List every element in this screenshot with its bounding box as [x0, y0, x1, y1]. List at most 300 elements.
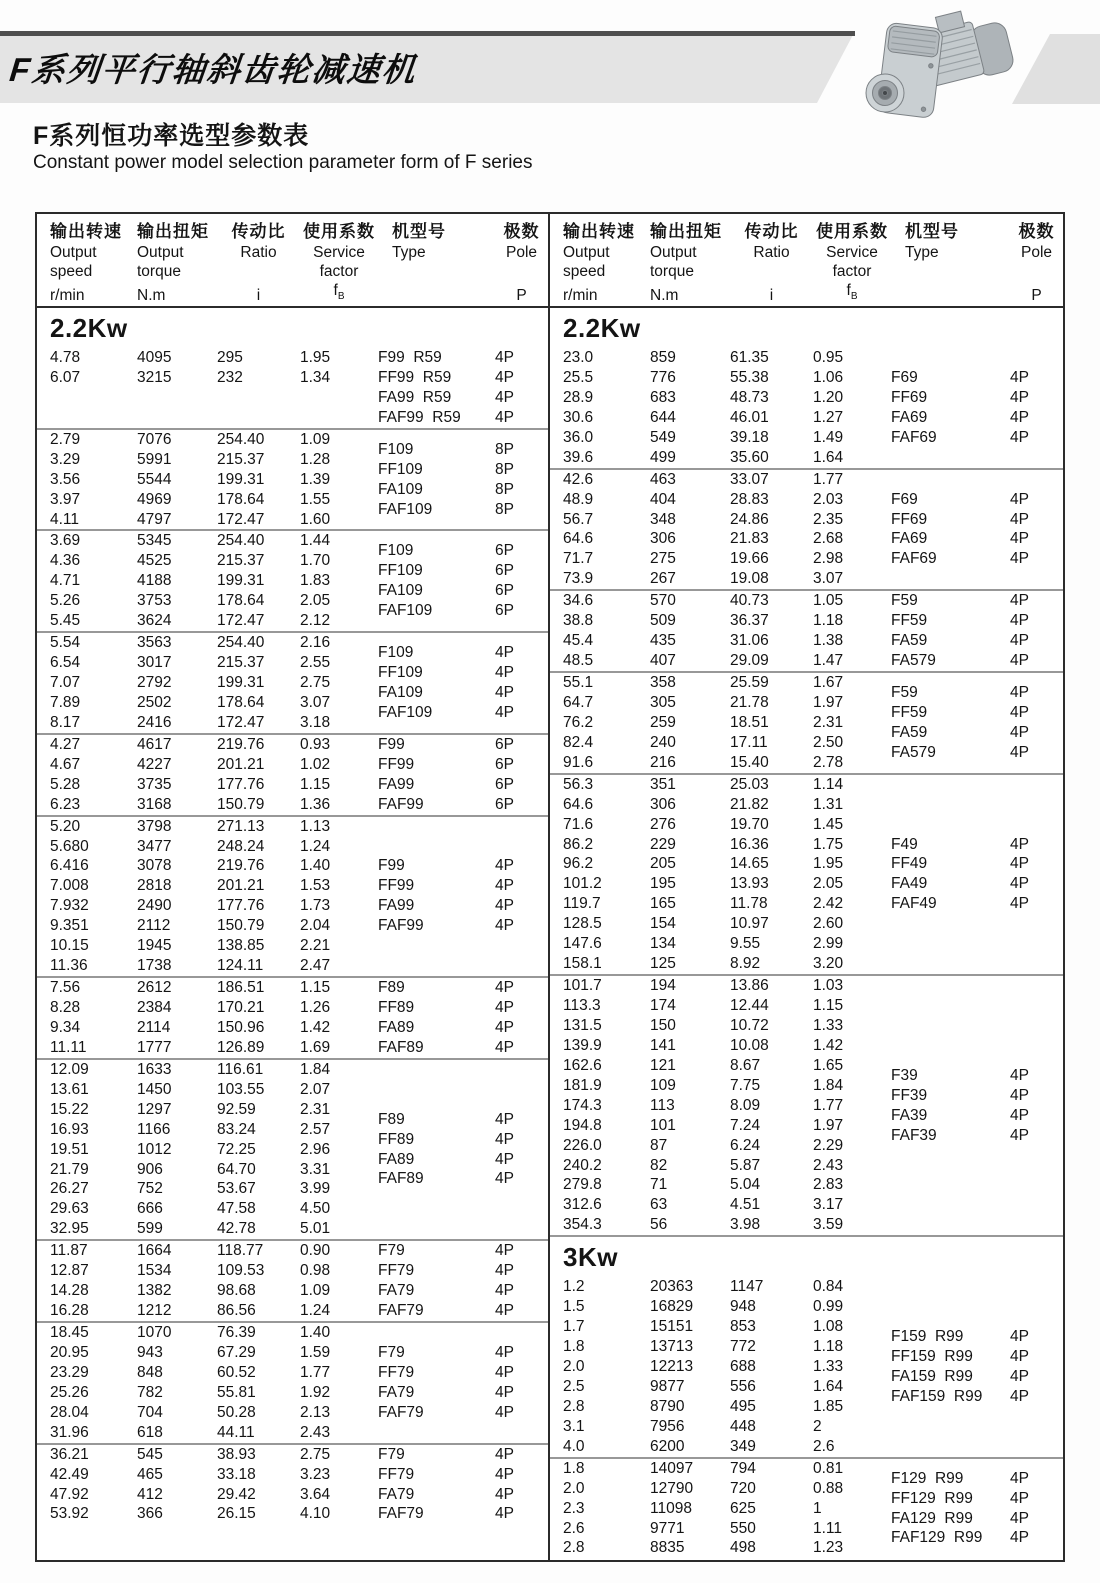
torque-cell: 205 — [650, 855, 676, 873]
ratio-cell: 17.11 — [730, 733, 768, 751]
torque-cell: 3735 — [137, 775, 172, 793]
factor-cell: 2.04 — [300, 917, 331, 935]
torque-cell: 3168 — [137, 795, 172, 813]
ratio-cell: 495 — [730, 1397, 756, 1415]
data-block — [37, 631, 548, 733]
factor-cell: 0.98 — [300, 1262, 331, 1280]
table-row — [50, 1445, 378, 1465]
column-header-unit — [730, 286, 813, 306]
column-header-en: Ratio — [753, 244, 790, 261]
speed-cell: 2.0 — [563, 1479, 585, 1497]
type-cell: FA99 R59 — [378, 388, 452, 406]
type-cell: FA69 — [891, 530, 928, 548]
type-cell: FAF159 R99 — [891, 1387, 983, 1405]
type-row — [378, 1383, 548, 1403]
speed-cell: 56.7 — [563, 510, 594, 528]
pole-cell: 4P — [1010, 683, 1029, 701]
speed-cell: 5.28 — [50, 775, 81, 793]
ratio-cell: 40.73 — [730, 592, 769, 610]
table-row — [563, 1519, 891, 1539]
speed-cell: 128.5 — [563, 915, 602, 933]
table-row — [50, 1018, 378, 1038]
factor-cell: 1.64 — [813, 1377, 844, 1395]
torque-cell: 3563 — [137, 634, 172, 652]
table-row — [50, 1281, 378, 1301]
torque-cell: 56 — [650, 1216, 668, 1234]
factor-cell: 2.98 — [813, 550, 844, 568]
unit-subscript: B — [337, 291, 345, 303]
column-header-en: Output — [650, 244, 697, 261]
torque-cell: 82 — [650, 1156, 668, 1174]
column-header-unit — [300, 281, 378, 307]
torque-cell: 87 — [650, 1136, 668, 1154]
type-row — [378, 1301, 548, 1321]
type-row — [378, 1403, 548, 1423]
table-row — [50, 876, 378, 896]
pole-cell: 4P — [495, 349, 514, 366]
ratio-cell: 8.92 — [730, 955, 761, 973]
type-cell: FF99 — [378, 755, 415, 773]
torque-cell: 906 — [137, 1160, 163, 1178]
type-cell: FA579 — [891, 743, 936, 761]
torque-cell: 2490 — [137, 897, 172, 915]
speed-cell: 5.45 — [50, 612, 81, 630]
factor-cell: 1.18 — [813, 1338, 844, 1356]
torque-cell: 113 — [650, 1096, 675, 1114]
ratio-cell: 19.70 — [730, 815, 769, 833]
factor-cell: 1.24 — [300, 837, 331, 855]
table-row — [563, 448, 891, 468]
table-row — [563, 651, 891, 671]
ratio-cell: 172.47 — [217, 510, 265, 528]
type-row — [891, 1528, 1063, 1548]
pole-cell: 4P — [1010, 592, 1029, 610]
factor-cell: 3.07 — [300, 693, 331, 711]
type-cell: FA89 — [378, 1150, 415, 1168]
table-row — [563, 1479, 891, 1499]
ratio-cell: 50.28 — [217, 1403, 256, 1421]
factor-cell: 1.69 — [300, 1038, 331, 1056]
numeric-columns — [37, 978, 378, 1058]
factor-cell: 3.20 — [813, 955, 844, 973]
type-cell: FA99 — [378, 775, 415, 793]
unit-text: r/min — [50, 287, 85, 304]
type-row — [378, 581, 548, 601]
type-row — [378, 1465, 548, 1485]
torque-cell: 8835 — [650, 1539, 685, 1557]
ratio-cell: 625 — [730, 1499, 756, 1517]
column-header-en: factor — [832, 263, 872, 280]
table-row — [563, 1096, 891, 1116]
factor-cell: 1.18 — [813, 612, 844, 630]
speed-cell: 12.09 — [50, 1060, 89, 1078]
speed-cell: 4.71 — [50, 572, 81, 590]
ratio-cell: 118.77 — [217, 1242, 264, 1260]
ratio-cell: 14.65 — [730, 855, 769, 873]
factor-cell: 1.31 — [813, 795, 844, 813]
factor-cell: 2.03 — [813, 490, 844, 508]
torque-cell: 465 — [137, 1465, 163, 1483]
torque-cell: 1070 — [137, 1324, 172, 1341]
torque-cell: 435 — [650, 632, 676, 650]
table-body — [37, 308, 548, 1560]
torque-cell: 366 — [137, 1505, 163, 1523]
ratio-cell: 3.98 — [730, 1216, 761, 1234]
type-row — [378, 1445, 548, 1465]
table-row — [563, 428, 891, 448]
factor-cell: 1.44 — [300, 532, 331, 550]
torque-cell: 509 — [650, 612, 676, 630]
factor-cell: 1.77 — [813, 470, 844, 488]
pole-cell: 4P — [1010, 388, 1029, 406]
table-row — [50, 1140, 378, 1160]
data-block — [550, 589, 1063, 671]
torque-cell: 16829 — [650, 1298, 694, 1316]
ratio-cell: 201.21 — [217, 755, 265, 773]
type-row — [891, 874, 1063, 894]
speed-cell: 39.6 — [563, 448, 594, 466]
column-header-unit — [137, 286, 217, 306]
ratio-cell: 10.72 — [730, 1016, 769, 1034]
speed-cell: 45.4 — [563, 632, 594, 650]
pole-cell: 4P — [1010, 1066, 1029, 1084]
type-row — [378, 1261, 548, 1281]
factor-cell: 1.42 — [813, 1036, 844, 1054]
speed-cell: 7.89 — [50, 693, 81, 711]
torque-cell: 20363 — [650, 1278, 694, 1296]
unit-text: i — [769, 287, 774, 304]
ratio-cell: 39.18 — [730, 428, 769, 446]
torque-cell: 4227 — [137, 755, 172, 773]
numeric-columns — [550, 775, 891, 974]
torque-cell: 7956 — [650, 1417, 685, 1435]
factor-cell: 1.59 — [300, 1343, 331, 1361]
ratio-cell: 33.18 — [217, 1465, 256, 1483]
column-header-ratio — [730, 221, 813, 306]
type-cell: FF89 — [378, 999, 415, 1016]
speed-cell: 86.2 — [563, 835, 594, 853]
column-header-en: Pole — [1020, 244, 1053, 261]
speed-cell: 4.78 — [50, 349, 81, 366]
ratio-cell: 116.61 — [217, 1060, 264, 1078]
table-row — [50, 1219, 378, 1239]
factor-cell: 2.68 — [813, 530, 844, 548]
type-cell: FF69 — [891, 388, 928, 406]
section-title-en: Constant power model selection parameter form of F series — [33, 152, 533, 173]
ratio-cell: 186.51 — [217, 979, 265, 997]
column-header-en: speed — [50, 263, 93, 280]
table-row — [563, 733, 891, 753]
numeric-columns — [37, 531, 378, 631]
type-row — [891, 835, 1063, 855]
torque-cell: 9877 — [650, 1377, 685, 1395]
type-row — [378, 388, 548, 408]
table-right-half — [550, 214, 1063, 1560]
ratio-cell: 178.64 — [217, 592, 265, 610]
ratio-cell: 55.38 — [730, 368, 769, 386]
type-columns — [378, 978, 548, 1058]
speed-cell: 101.7 — [563, 977, 602, 995]
pole-cell: 4P — [495, 408, 514, 426]
torque-cell: 2792 — [137, 674, 172, 691]
factor-cell: 1.20 — [813, 388, 844, 406]
type-columns — [891, 348, 1063, 468]
speed-cell: 7.56 — [50, 979, 81, 997]
pole-cell: 4P — [1010, 632, 1029, 650]
numeric-columns — [37, 1060, 378, 1239]
table-row — [563, 1357, 891, 1377]
pole-cell: 4P — [1010, 1509, 1029, 1527]
speed-cell: 71.6 — [563, 815, 594, 833]
table-row — [50, 795, 378, 815]
table-row — [563, 954, 891, 974]
torque-cell: 71 — [650, 1176, 668, 1194]
table-row — [563, 894, 891, 914]
column-header-en: speed — [563, 263, 606, 280]
speed-cell: 53.92 — [50, 1505, 89, 1523]
speed-cell: 162.6 — [563, 1056, 602, 1074]
factor-cell: 1.03 — [813, 977, 844, 995]
table-row — [563, 549, 891, 569]
power-heading: 2.2Kw — [563, 312, 641, 343]
factor-cell: 1 — [813, 1499, 822, 1517]
speed-cell: 8.17 — [50, 713, 81, 731]
type-cell: F99 R59 — [378, 349, 442, 366]
table-row — [50, 408, 378, 428]
factor-cell: 1.24 — [300, 1302, 331, 1320]
column-header-ratio — [217, 221, 300, 306]
pole-cell: 4P — [495, 1302, 514, 1320]
torque-cell: 1945 — [137, 937, 172, 955]
pole-cell: 4P — [495, 664, 514, 682]
speed-cell: 3.69 — [50, 532, 81, 550]
ratio-cell: 86.56 — [217, 1302, 256, 1320]
factor-cell: 2.47 — [300, 957, 331, 975]
speed-cell: 64.6 — [563, 795, 594, 813]
type-row — [378, 755, 548, 775]
speed-cell: 1.7 — [563, 1318, 585, 1336]
speed-cell: 6.416 — [50, 857, 89, 875]
torque-cell: 150 — [650, 1016, 676, 1034]
type-row — [891, 631, 1063, 651]
speed-cell: 4.27 — [50, 735, 81, 753]
table-row — [50, 1485, 378, 1505]
type-cell: FA109 — [378, 683, 423, 701]
type-cell: FAF89 — [378, 1170, 424, 1188]
pole-cell: 4P — [495, 1485, 514, 1503]
torque-cell: 4969 — [137, 490, 172, 508]
factor-cell: 2.55 — [300, 654, 331, 672]
numeric-columns — [37, 430, 378, 530]
factor-cell: 1.84 — [300, 1060, 331, 1078]
factor-cell: 1.64 — [813, 448, 844, 466]
torque-cell: 407 — [650, 652, 676, 670]
ratio-cell: 10.08 — [730, 1036, 769, 1054]
pole-cell: 4P — [1010, 510, 1029, 528]
factor-cell: 1.60 — [300, 510, 331, 528]
torque-cell: 12213 — [650, 1358, 694, 1375]
data-block — [550, 468, 1063, 590]
torque-cell: 63 — [650, 1196, 668, 1214]
numeric-columns — [37, 348, 378, 428]
column-header-cn: 传动比 — [231, 222, 286, 241]
factor-cell: 1.45 — [813, 815, 844, 833]
data-block — [37, 1058, 548, 1239]
ratio-cell: 31.06 — [730, 632, 769, 650]
table-row — [563, 1036, 891, 1056]
type-columns — [378, 430, 548, 530]
factor-cell: 1.13 — [300, 817, 331, 835]
ratio-cell: 29.09 — [730, 652, 769, 670]
torque-cell: 704 — [137, 1403, 163, 1421]
ratio-cell: 215.37 — [217, 450, 265, 468]
ratio-cell — [217, 408, 300, 428]
pole-cell: 4P — [1010, 723, 1029, 741]
pole-cell: 4P — [1010, 1086, 1029, 1104]
factor-cell: 0.99 — [813, 1298, 844, 1316]
speed-cell: 31.96 — [50, 1423, 89, 1441]
factor-cell: 2.35 — [813, 510, 844, 528]
factor-cell: 1.77 — [300, 1363, 331, 1381]
factor-cell: 1.33 — [813, 1358, 844, 1375]
speed-cell: 23.0 — [563, 349, 594, 366]
table-row — [563, 693, 891, 713]
speed-cell: 21.79 — [50, 1160, 89, 1178]
table-row — [50, 611, 378, 631]
type-row — [378, 1363, 548, 1383]
torque-cell: 4095 — [137, 349, 172, 366]
ratio-cell: 29.42 — [217, 1485, 256, 1503]
table-row — [50, 1423, 378, 1443]
data-block — [37, 1321, 548, 1443]
factor-cell: 0.81 — [813, 1459, 844, 1477]
factor-cell: 2.12 — [300, 612, 331, 630]
table-row — [50, 1080, 378, 1100]
type-row — [378, 703, 548, 723]
type-cell: FA79 — [378, 1485, 415, 1503]
type-columns — [891, 673, 1063, 773]
pole-cell: 4P — [1010, 1469, 1029, 1487]
speed-cell: 6.54 — [50, 654, 81, 672]
table-row — [50, 1179, 378, 1199]
pole-cell: 6P — [495, 735, 514, 753]
speed-cell: 13.61 — [50, 1080, 89, 1098]
type-row — [378, 683, 548, 703]
ratio-cell: 254.40 — [217, 430, 265, 448]
pole-cell: 4P — [495, 1403, 514, 1421]
type-cell: FA59 — [891, 723, 928, 741]
data-block — [550, 773, 1063, 974]
pole-cell: 4P — [495, 1110, 514, 1128]
speed-cell: 42.6 — [563, 470, 594, 488]
factor-cell: 5.01 — [300, 1220, 331, 1238]
torque-cell: 174 — [650, 997, 676, 1014]
pole-cell: 4P — [1010, 652, 1029, 670]
column-header-factor — [300, 221, 378, 306]
empty-filler — [37, 1524, 548, 1560]
factor-cell: 2.99 — [813, 935, 844, 953]
speed-cell: 7.008 — [50, 877, 89, 895]
type-cell: F99 — [378, 857, 405, 875]
pole-cell: 4P — [495, 897, 514, 915]
type-cell: F69 — [891, 368, 918, 386]
pole-cell: 4P — [495, 877, 514, 895]
type-row — [891, 1327, 1063, 1347]
type-row — [378, 1018, 548, 1038]
ratio-cell: 103.55 — [217, 1080, 265, 1098]
type-cell: F59 — [891, 592, 918, 610]
speed-cell: 18.45 — [50, 1324, 89, 1341]
ratio-cell: 7.75 — [730, 1076, 761, 1094]
ratio-cell: 10.97 — [730, 915, 769, 933]
factor-cell: 1.05 — [813, 592, 844, 610]
ratio-cell: 47.58 — [217, 1200, 256, 1218]
column-header-unit — [217, 286, 300, 306]
unit-text: r/min — [563, 287, 598, 304]
speed-cell: 101.2 — [563, 875, 602, 893]
ratio-cell: 853 — [730, 1318, 756, 1336]
ratio-cell: 44.11 — [217, 1423, 255, 1441]
numeric-columns — [37, 817, 378, 977]
torque-cell: 1212 — [137, 1302, 172, 1320]
pole-cell: 4P — [495, 1150, 514, 1168]
data-block — [37, 733, 548, 815]
factor-cell: 0.88 — [813, 1479, 844, 1497]
type-columns — [378, 1323, 548, 1443]
type-row — [378, 856, 548, 876]
type-row — [378, 876, 548, 896]
speed-cell: 47.92 — [50, 1485, 89, 1503]
ratio-cell: 124.11 — [217, 957, 264, 975]
table-header — [550, 214, 1063, 308]
ratio-cell: 4.51 — [730, 1196, 761, 1214]
column-header-pole — [495, 221, 548, 306]
ratio-cell: 38.93 — [217, 1445, 256, 1463]
type-cell: F109 — [378, 542, 414, 560]
factor-cell: 1.95 — [813, 855, 844, 873]
type-columns — [378, 633, 548, 733]
numeric-columns — [550, 348, 891, 468]
factor-cell: 2.13 — [300, 1403, 331, 1421]
type-cell: FF109 — [378, 460, 423, 478]
speed-cell: 91.6 — [563, 753, 594, 771]
speed-cell — [50, 408, 137, 428]
torque-cell: 412 — [137, 1485, 163, 1503]
factor-cell: 3.59 — [813, 1216, 844, 1234]
column-header-cn: 使用系数 — [816, 222, 888, 241]
speed-cell: 20.95 — [50, 1343, 89, 1361]
ratio-cell: 72.25 — [217, 1140, 256, 1158]
ratio-cell: 53.67 — [217, 1180, 256, 1198]
table-row — [563, 611, 891, 631]
factor-cell: 3.99 — [300, 1180, 331, 1198]
column-header-type — [891, 221, 1010, 306]
type-columns — [378, 348, 548, 428]
pole-cell: 4P — [1010, 368, 1029, 386]
table-row — [563, 976, 891, 996]
type-cell: F79 — [378, 1445, 405, 1463]
torque-cell: 358 — [650, 674, 676, 691]
table-row — [50, 1199, 378, 1219]
factor-cell: 2.42 — [813, 895, 844, 913]
power-heading: 3Kw — [563, 1241, 618, 1272]
factor-cell: 3.64 — [300, 1485, 331, 1503]
factor-cell — [300, 388, 378, 408]
numeric-columns — [550, 591, 891, 671]
table-row — [563, 510, 891, 530]
page-banner-title: F系列平行轴斜齿轮减速机 — [7, 51, 419, 88]
numeric-columns — [37, 1323, 378, 1443]
